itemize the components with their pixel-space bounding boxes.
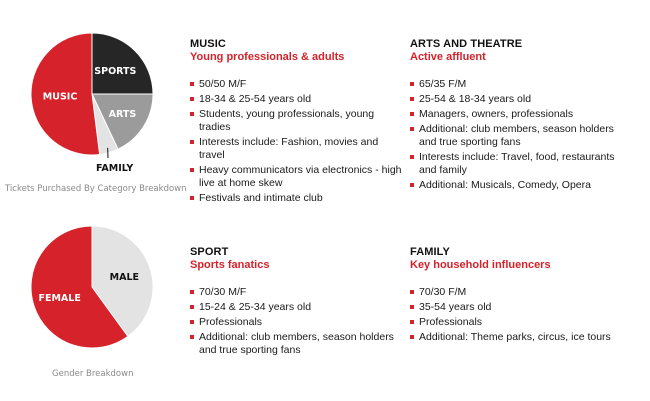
segment-bullet: 70/30 M/F [190, 286, 405, 299]
segment-bullet: Professionals [190, 316, 405, 329]
gender-chart-caption: Gender Breakdown [52, 369, 134, 379]
category-pie-svg [0, 0, 190, 180]
segment-bullet-list [410, 78, 625, 192]
segment-bullet: Additional: club members, season holders and true sporting fans [190, 331, 405, 357]
segment-bullet: 15-24 & 25-34 years old [190, 301, 405, 314]
segment-bullet: 50/50 M/F [190, 78, 405, 91]
pie-label-female: FEMALE [38, 293, 81, 305]
segment-bullet: Professionals [410, 316, 625, 329]
segment-sport [190, 246, 405, 359]
segment-bullet-list [410, 286, 625, 344]
segment-title: SPORT [190, 246, 229, 258]
gender-pie-chart [0, 220, 190, 390]
segment-bullet: 18-34 & 25-54 years old [190, 93, 405, 106]
segment-family [410, 246, 625, 346]
segment-bullet: Interests include: Fashion, movies and travel [190, 136, 405, 162]
segment-bullet: Additional: Theme parks, circus, ice tours [410, 331, 625, 344]
segment-bullet: Festivals and intimate club [190, 192, 405, 205]
segment-bullet-list [190, 286, 405, 357]
segment-bullet-list [190, 78, 405, 205]
segment-bullet: Students, young professionals, young tradies [190, 108, 405, 134]
segment-bullet: Additional: club members, season holders and true sporting fans [410, 123, 625, 149]
segment-bullet: 35-54 years old [410, 301, 625, 314]
pie-label-sports: SPORTS [94, 66, 137, 78]
segment-bullet: Interests include: Travel, food, restaurants and family [410, 151, 625, 177]
segment-bullet: 70/30 F/M [410, 286, 625, 299]
segment-bullet: 65/35 F/M [410, 78, 625, 91]
category-chart-caption: Tickets Purchased By Category Breakdown [5, 184, 187, 194]
segment-subtitle: Sports fanatics [190, 259, 270, 271]
pie-slice-sports [92, 33, 153, 94]
pie-label-arts: ARTS [108, 108, 137, 120]
segment-title: FAMILY [410, 246, 450, 258]
gender-pie-svg [0, 220, 190, 360]
segment-subtitle: Young professionals & adults [190, 51, 345, 63]
segment-bullet: Additional: Musicals, Comedy, Opera [410, 179, 625, 192]
segment-bullet: 25-54 & 18-34 years old [410, 93, 625, 106]
pie-label-family: FAMILY [96, 163, 134, 174]
segment-music [190, 38, 405, 207]
segment-arts-and-theatre [410, 38, 625, 194]
pie-label-male: MALE [109, 271, 140, 283]
category-pie-chart [0, 0, 190, 200]
segment-bullet: Heavy communicators via electronics - high live at home skew [190, 164, 405, 190]
pie-label-music: MUSIC [42, 91, 78, 103]
segment-title: MUSIC [190, 38, 226, 50]
segment-title: ARTS AND THEATRE [410, 38, 523, 50]
segment-subtitle: Active affluent [410, 51, 486, 63]
segment-bullet: Managers, owners, professionals [410, 108, 625, 121]
segment-subtitle: Key household influencers [410, 259, 551, 271]
